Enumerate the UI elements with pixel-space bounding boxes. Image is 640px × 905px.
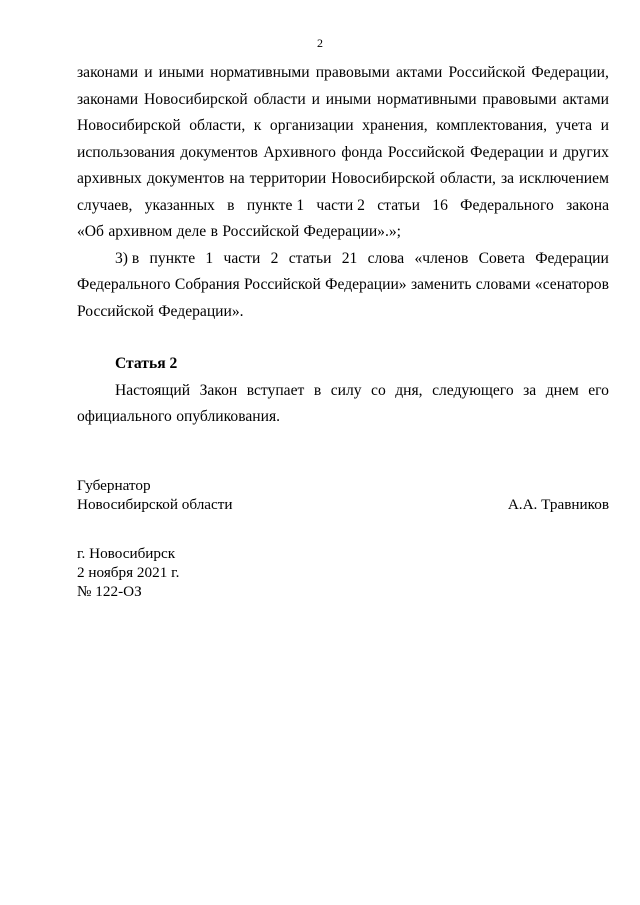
word: 21 xyxy=(341,249,358,267)
word: 16 xyxy=(432,196,448,214)
text-line xyxy=(77,113,609,140)
word: Новосибирской xyxy=(77,117,181,134)
spacer xyxy=(77,325,609,351)
word: и xyxy=(311,90,320,108)
word: области, xyxy=(189,117,246,134)
signature-block xyxy=(77,476,609,514)
date: 2 ноября 2021 г. xyxy=(77,564,180,581)
text-line xyxy=(77,219,609,246)
word: законами xyxy=(77,64,139,81)
word: и xyxy=(600,117,609,134)
word: архивном xyxy=(108,223,173,240)
word: Настоящий xyxy=(115,381,191,399)
law-number: № 122-ОЗ xyxy=(77,583,142,600)
word: слова xyxy=(367,249,405,267)
place-date-block xyxy=(77,544,179,601)
word: правовыми xyxy=(315,64,390,81)
word: комплектования, xyxy=(436,117,548,134)
word: хранения, xyxy=(362,117,428,134)
text-line xyxy=(77,272,609,299)
word: дня, xyxy=(395,381,423,399)
word: следующего xyxy=(432,381,514,399)
word: вступает xyxy=(246,381,305,399)
word: в xyxy=(210,223,218,240)
word: Российской xyxy=(222,223,300,240)
word: официального xyxy=(77,408,172,425)
text-line xyxy=(77,60,609,87)
text-line xyxy=(77,166,609,193)
word: Федерации» xyxy=(325,276,407,293)
word: нормативными xyxy=(210,64,310,81)
word: архивных xyxy=(77,170,142,187)
word: Российской xyxy=(387,143,465,161)
word: исключением xyxy=(519,170,609,187)
word: 3) в xyxy=(115,249,140,267)
word: Российской xyxy=(77,302,154,320)
word: «Об xyxy=(77,223,104,240)
word: заменить xyxy=(410,276,472,293)
text-line xyxy=(77,193,609,220)
word: и xyxy=(144,64,153,81)
word: других xyxy=(563,143,609,161)
word: деле xyxy=(176,223,207,240)
word: Федерального xyxy=(460,196,554,214)
word: использования xyxy=(77,143,175,161)
article-2-text xyxy=(77,378,609,431)
word: учета xyxy=(555,117,593,134)
text-line xyxy=(77,378,609,405)
word: опубликования. xyxy=(176,408,281,425)
word: Федерального xyxy=(77,276,171,293)
word: силу xyxy=(330,381,362,399)
word: области, xyxy=(439,170,496,187)
word: Новосибирской xyxy=(331,170,435,187)
word: пункте 1 xyxy=(246,196,305,214)
word: Совета xyxy=(478,249,525,267)
document-body xyxy=(77,60,609,431)
word: словами xyxy=(475,276,531,293)
word: иными xyxy=(158,64,205,81)
signatory-row xyxy=(77,495,609,514)
word: статьи xyxy=(377,196,420,214)
word: указанных xyxy=(144,196,215,214)
word: и xyxy=(549,143,558,161)
word: 1 xyxy=(205,249,214,267)
text-line xyxy=(77,404,609,431)
word: 2 xyxy=(270,249,279,267)
word: в xyxy=(313,381,322,399)
city: г. Новосибирск xyxy=(77,545,176,562)
word: закона xyxy=(566,196,609,214)
word: пункте xyxy=(149,249,196,267)
signatory-title: Губернатор xyxy=(77,477,151,494)
word: Федерации».»; xyxy=(303,223,401,240)
article-heading: Статья 2 xyxy=(115,355,178,372)
word: к xyxy=(253,117,262,134)
word: Российской xyxy=(448,64,526,81)
word: Российской xyxy=(243,276,321,293)
text-line xyxy=(77,140,609,167)
word: области xyxy=(253,90,306,108)
text-line xyxy=(77,246,609,273)
word: Закон xyxy=(199,381,238,399)
word: территории xyxy=(249,170,327,187)
word: документов xyxy=(146,170,225,187)
word: Федерации xyxy=(535,249,609,267)
text-line xyxy=(77,87,609,114)
word: Федерации». xyxy=(158,302,244,320)
word: за xyxy=(500,170,515,187)
word: «членов xyxy=(414,249,469,267)
word: Федерации xyxy=(470,143,544,161)
word: его xyxy=(588,381,609,399)
word: документов xyxy=(180,143,258,161)
word: в xyxy=(227,196,235,214)
paragraph-2 xyxy=(77,246,609,326)
word: случаев, xyxy=(77,196,133,214)
word: «сенаторов xyxy=(534,276,609,293)
word: части xyxy=(223,249,261,267)
word: иными xyxy=(325,90,372,108)
word: за xyxy=(523,381,537,399)
word: на xyxy=(229,170,245,187)
word: организации xyxy=(269,117,354,134)
word: части 2 xyxy=(316,196,365,214)
word: нормативными xyxy=(377,90,477,108)
word: днем xyxy=(545,381,579,399)
word: актами xyxy=(562,90,609,108)
word: со xyxy=(371,381,386,399)
paragraph-1 xyxy=(77,60,609,246)
word: правовыми xyxy=(482,90,557,108)
word: законами xyxy=(77,90,139,108)
text-line xyxy=(77,299,609,326)
word: Федерации, xyxy=(531,64,609,81)
word: актами xyxy=(395,64,443,81)
word: Новосибирской xyxy=(144,90,248,108)
page-number: 2 xyxy=(317,36,323,50)
signatory-region: Новосибирской области xyxy=(77,496,233,513)
word: Собрания xyxy=(174,276,240,293)
signatory-name: А.А. Травников xyxy=(507,496,609,513)
word: фонда xyxy=(341,143,383,161)
word: статьи xyxy=(288,249,332,267)
word: Архивного xyxy=(263,143,336,161)
